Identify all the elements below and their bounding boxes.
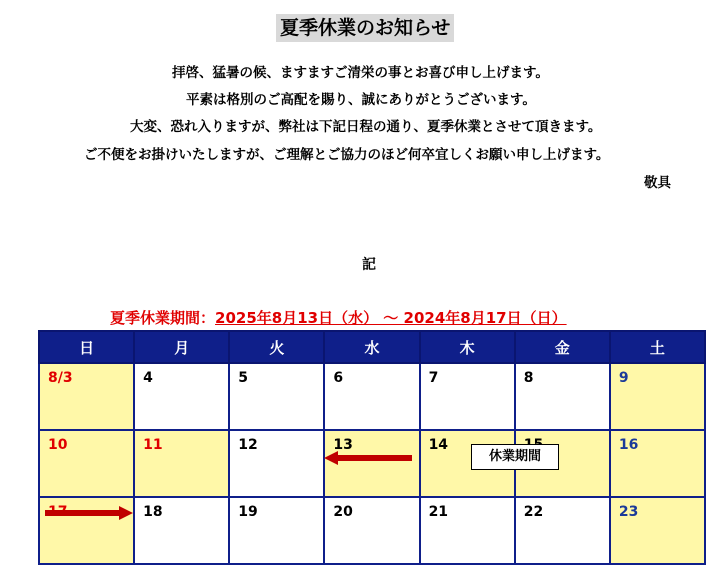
holiday-period [110,307,567,328]
calendar-header-row [39,331,705,363]
day-cell: 8/3 [39,363,134,430]
day-cell-holiday: 16 [610,430,705,497]
day-cell: 7 [420,363,515,430]
page-title: 夏季休業のお知らせ [276,14,454,42]
day-cell: 4 [134,363,229,430]
day-cell: 23 [610,497,705,564]
day-cell: 18 [134,497,229,564]
letter-line-2: 平素は格別のご高配を賜り、誠にありがとうございます。 [186,92,536,108]
day-cell: 12 [229,430,324,497]
day-cell: 6 [324,363,419,430]
letter-line-1: 拝啓、猛暑の候、ますますご清栄の事とお喜び申し上げます。 [172,65,549,81]
holiday-label: 休業期間 [471,444,559,470]
arrow-left-icon [324,450,412,466]
day-cell: 21 [420,497,515,564]
calendar-week-row [39,363,705,430]
calendar-week-row [39,497,705,564]
weekday-sat: 土 [610,331,705,363]
day-cell-holiday: 13 [324,430,419,497]
weekday-wed: 水 [324,331,419,363]
day-cell: 5 [229,363,324,430]
day-cell: 8 [515,363,610,430]
day-cell: 22 [515,497,610,564]
letter-line-4: ご不便をお掛けいたしますが、ご理解とご協力のほど何卒宜しくお願い申し上げます。 [84,147,610,163]
letter-closing: 敬具 [644,175,671,191]
holiday-period-label: 夏季休業期間： [110,309,216,327]
arrow-right-icon [45,505,133,521]
weekday-sun: 日 [39,331,134,363]
weekday-thu: 木 [420,331,515,363]
ki-heading: 記 [362,257,376,273]
day-cell: 9 [610,363,705,430]
calendar-table [38,330,706,565]
day-cell: 20 [324,497,419,564]
day-cell: 11 [134,430,229,497]
letter-line-3: 大変、恐れ入りますが、弊社は下記日程の通り、夏季休業とさせて頂きます。 [130,119,602,135]
weekday-fri: 金 [515,331,610,363]
day-cell-holiday: 14 [420,430,515,497]
holiday-period-dates: 2025年8月13日（水） ～ 2024年8月17日（日） [215,309,567,327]
day-cell: 19 [229,497,324,564]
weekday-mon: 月 [134,331,229,363]
weekday-tue: 火 [229,331,324,363]
day-cell: 10 [39,430,134,497]
